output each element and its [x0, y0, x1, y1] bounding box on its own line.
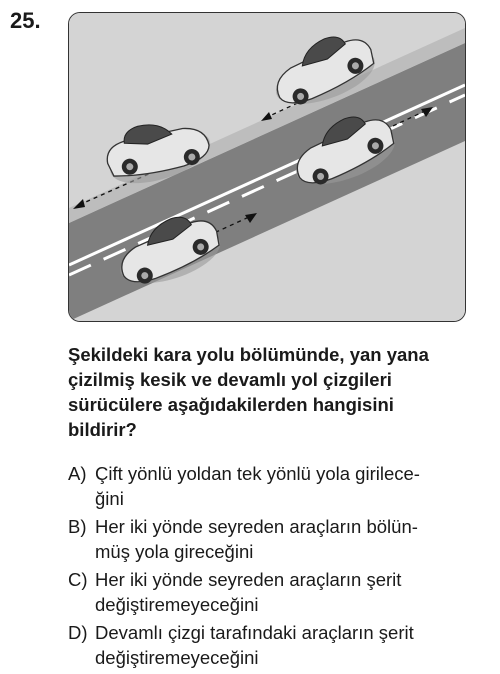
- option-letter: A): [68, 463, 87, 484]
- option-line: Her iki yönde seyreden araçların şerit: [95, 569, 402, 590]
- option-a[interactable]: [68, 462, 488, 511]
- option-line: Çift yönlü yoldan tek yönlü yola girilece-: [95, 463, 420, 484]
- question-line: sürücülere aşağıdakilerden hangisini: [68, 394, 394, 415]
- option-line: Devamlı çizgi tarafındaki araçların şerit: [95, 622, 414, 643]
- road-illustration: [68, 12, 466, 322]
- answer-options: [68, 462, 488, 674]
- option-line: Her iki yönde seyreden araçların bölün-: [95, 516, 418, 537]
- option-line: değiştiremeyeceğini: [95, 593, 259, 615]
- option-line: değiştiremeyeceğini: [95, 646, 259, 668]
- question-line: bildirir?: [68, 419, 137, 440]
- option-line: müş yola gireceğini: [95, 540, 254, 562]
- option-letter: B): [68, 516, 87, 537]
- option-c[interactable]: [68, 568, 488, 617]
- option-b[interactable]: [68, 515, 488, 564]
- question-text: [68, 342, 488, 442]
- option-d[interactable]: [68, 621, 488, 670]
- option-letter: C): [68, 569, 88, 590]
- question-number: 25.: [10, 8, 41, 33]
- option-line: ğini: [95, 487, 124, 509]
- question-line: Şekildeki kara yolu bölümünde, yan yana: [68, 344, 429, 365]
- question-line: çizilmiş kesik ve devamlı yol çizgileri: [68, 369, 392, 390]
- option-letter: D): [68, 622, 88, 643]
